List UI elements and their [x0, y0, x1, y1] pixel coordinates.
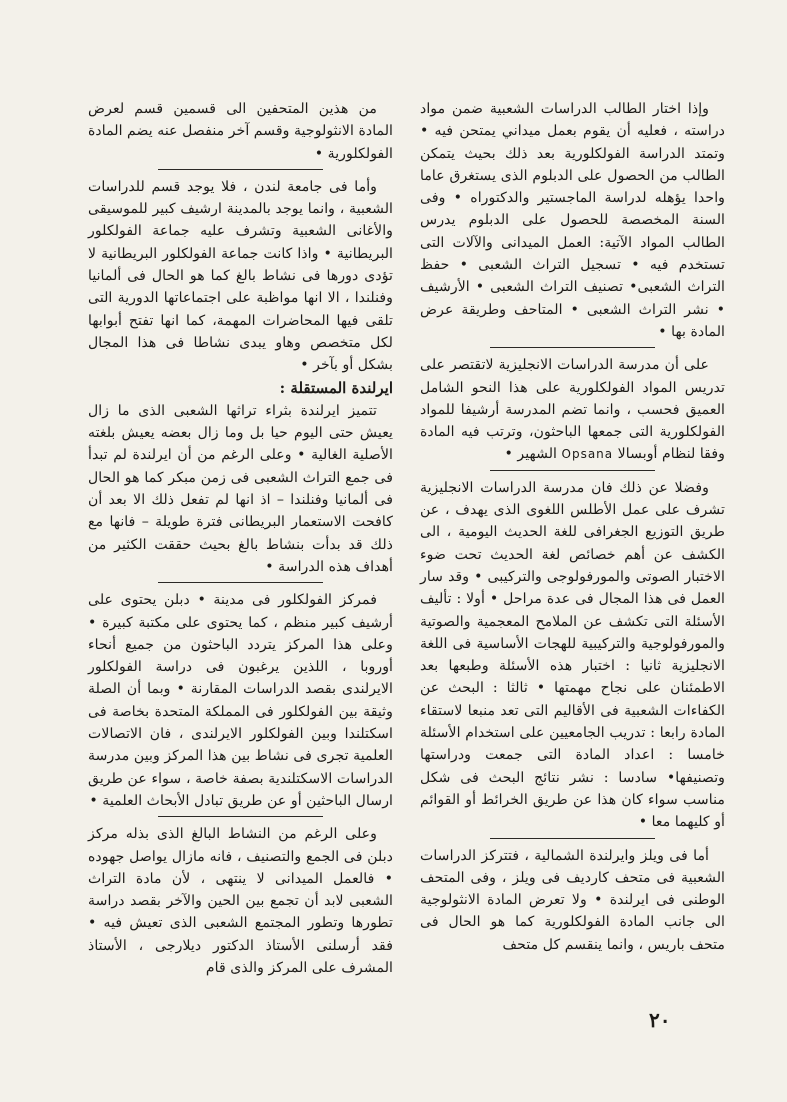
paragraph — [420, 354, 725, 465]
separator-rule — [158, 582, 323, 583]
paragraph: وإذا اختار الطالب الدراسات الشعبية ضمن مواد دراسته ، فعليه أن يقوم بعمل ميداني يمتحن فيه • وتمتد الدراسة الفولكلورية بعد ذلك بحيث يتمكن الطالب من الحصول على الدبلوم الذى يستغرق عاما واحدا يؤهله لدراسة الماجستير والدكتوراه • وفى السنة المخصصة للحصول على الدبلوم يدرس الطالب المواد الآتية: العمل الميدانى والآلات التى تستخدم فيه • تسجيل التراث الشعبى • حفظ التراث الشعبى• تصنيف التراث الشعبى • الأرشيف • نشر التراث الشعبى • المتاحف وطريقة عرض المادة بها • — [420, 101, 725, 340]
paragraph: تتميز ايرلندة بثراء تراثها الشعبى الذى ما زال يعيش حتى اليوم حيا بل وما زال بعضه يعيش بلغته الأصلية الغالية • وعلى الرغم من أن ايرلندة لم تبدأ فى جمع التراث الشعبى فى زمن مبكر كما هو الحال فى ألمانيا وفنلندا – اذ انها لم تفعل ذلك الا بعد أن كافحت الاستعمار البريطانى فترة طويلة – فانها مع ذلك قد بدأت بنشاط بالغ بحيث حققت الكثير من أهداف هذه الدراسة • — [88, 402, 393, 575]
separator-rule — [490, 838, 655, 839]
paragraph-text: الشهير • — [504, 446, 557, 463]
section-heading: ايرلندة المستقلة : — [279, 378, 393, 397]
separator-rule — [158, 816, 323, 817]
paragraph: وفضلا عن ذلك فان مدرسة الدراسات الانجليزية تشرف على عمل الأطلس اللغوى الذى يهدف ، عن طريق التوزيع الجغرافى للغة الحديث اليومية ، الى الكشف عن أهم خصائص لغة الحديث تحت ضوء الاختبار الصوتى والمورفولوجى والتركيبى • وقد سار العمل فى هذا المجال فى عدة مراحل • أولا : تأليف الأسئلة التى تكشف عن الملامح المعجمية والصوتية والمورفولوجية والتركيبية للهجات الأساسية فى اللغة الانجليزية ثانيا : اختبار هذه الأسئلة وطبعها بعد الاطمئنان على نجاح مهمتها • ثالثا : البحث عن الكفاءات الشعبية فى الأقاليم التى تعد منبعا لاستقاء المادة رابعا : تدريب الجامعيين على استخدام الأسئلة خامسا : اعداد المادة التى جمعت ودراستها وتصنيفها• سادسا : نشر نتائج البحث فى شكل مناسب سواء كان هذا عن طريق الخرائط أو القوائم أو كليهما معا • — [420, 479, 725, 831]
page-number: ٢٠ — [649, 1008, 671, 1032]
separator-rule — [158, 169, 323, 170]
separator-rule — [490, 470, 655, 471]
paragraph: من هذين المتحفين الى قسمين قسم لعرض المادة الانثولوجية وقسم آخر منفصل عنه يضم المادة الفولكلورية • — [88, 101, 393, 162]
paragraph-text: على أن مدرسة الدراسات الانجليزية لاتقتصر على تدريس المواد الفولكلورية على هذا النحو الشامل العميق فحسب ، وانما تضم المدرسة أرشيفا للمواد الفولكلورية التى جمعها الباحثون، وترتب فيه المادة وفقا لنظام أوبسالا — [420, 357, 725, 463]
paragraph: فمركز الفولكلور فى مدينة • دبلن يحتوى على أرشيف كبير منظم ، كما يحتوى على مكتبة كبيرة • وعلى هذا المركز يتردد الباحثون من جميع أنحاء أوروبا ، اللذين يرغبون فى دراسة الفولكلور الايرلندى بقصد الدراسات المقارنة • وبما أن الصلة وثيقة بين الفولكلور فى المملكة المتحدة بخاصة فى اسكتلندا وبين الفولكلور الايرلندى ، فان الاتصالات العلمية تجرى فى نشاط بين هذا المركز وبين مدرسة الدراسات الاسكتلندية بصفة خاصة ، سواء عن طريق ارسال الباحثين أو عن طريق تبادل الأبحاث العلمية • — [88, 592, 393, 809]
right-column — [420, 98, 725, 956]
separator-rule — [490, 347, 655, 348]
paragraph: وعلى الرغم من النشاط البالغ الذى بذله مركز دبلن فى الجمع والتصنيف ، فانه مازال يواصل جهوده • فالعمل الميدانى لا ينتهى ، لأن مادة التراث الشعبى لابد أن تجمع بين الحين والآخر بقصد دراسة تطورها وتطور المجتمع الشعبى الذى تعيش فيه • فقد أرسلنى الأستاذ الدكتور ديلارجى ، الأستاذ المشرف على المركز والذى قام — [88, 826, 393, 976]
latin-term: Opsana — [561, 447, 614, 462]
paragraph: أما فى ويلز وايرلندة الشمالية ، فتتركز الدراسات الشعبية فى متحف كارديف فى ويلز ، وفى المتحف الوطنى فى ايرلندة • ولا تعرض المادة الانثولوجية الى جانب المادة الفولكلورية كما هو الحال فى متحف باريس ، وانما ينقسم كل متحف — [420, 847, 725, 953]
paragraph: وأما فى جامعة لندن ، فلا يوجد قسم للدراسات الشعبية ، وانما يوجد بالمدينة ارشيف كبير للموسيقى والأغانى الشعبية وتشرف عليه جماعة الفولكلور البريطانية • واذا كانت جماعة الفولكلور البريطانية لا تؤدى دورها فى نشاط بالغ كما هو الحال فى ألمانيا وفنلندا ، الا انها مواظبة على اجتماعاتها الدورية التى تلقى فيها المحاضرات المهمة، كما انها تفتح أبوابها لكل متخصص وهاو يبدى نشاطا فى هذا المجال بشكل أو بآخر • — [88, 178, 393, 374]
left-column — [88, 98, 393, 979]
